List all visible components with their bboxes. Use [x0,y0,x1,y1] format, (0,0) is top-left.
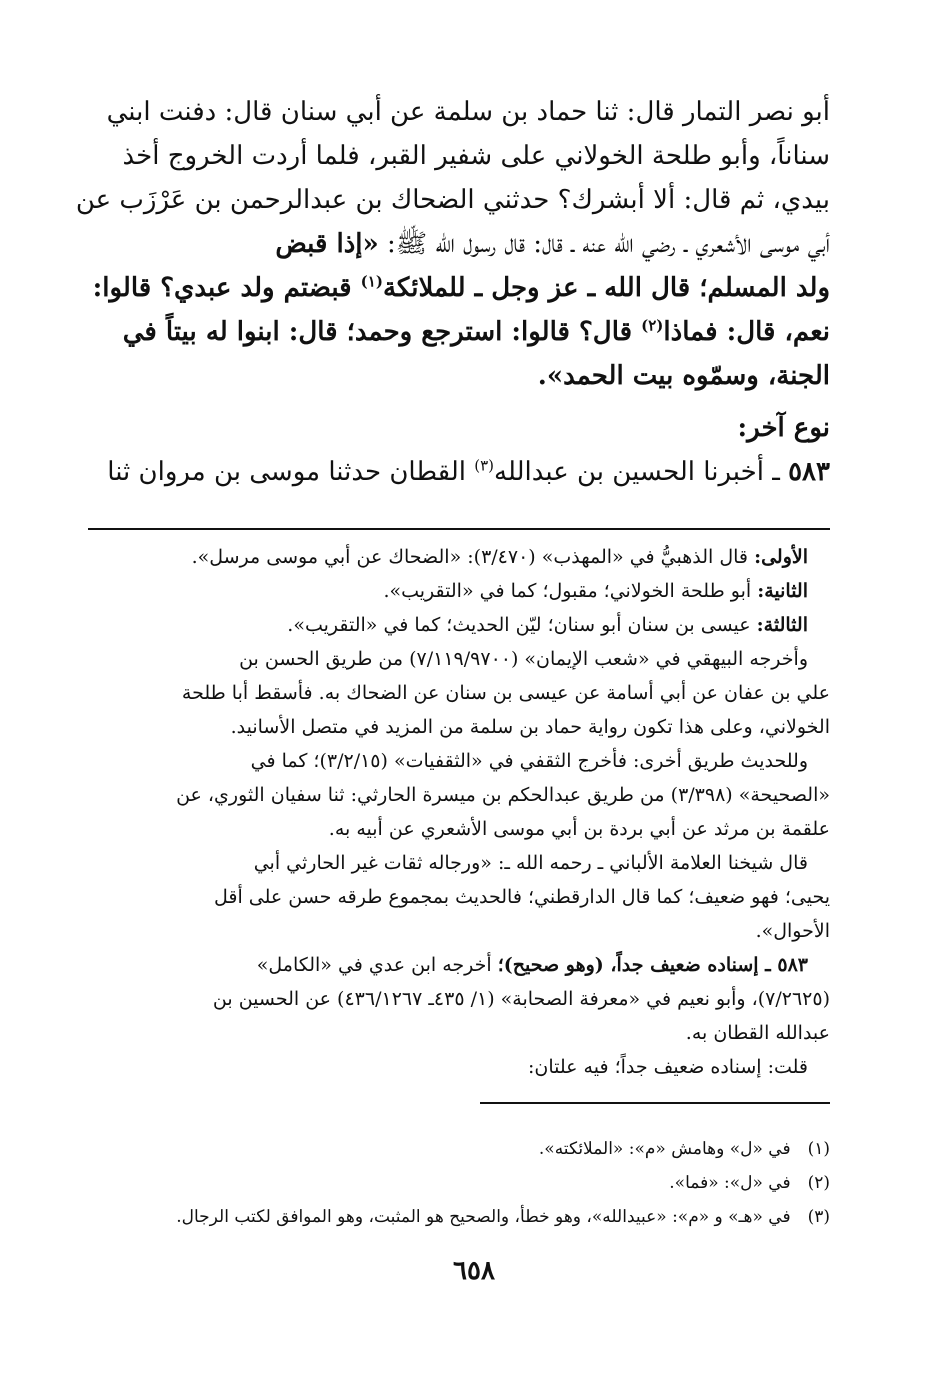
footnote [88,1166,830,1200]
text-line: قال شيخنا العلامة الألباني ـ رحمه الله ـ: «ورجاله ثقات غير الحارثي أبي [253,852,808,874]
note-text: أبو طلحة الخولاني؛ مقبول؛ كما في «التقريب». [383,580,752,602]
note-label: الثانية: [757,580,808,602]
footnote-text: في «ل»: «فما». [669,1173,791,1193]
text-segment: قال؟ قالوا: استرجع وحمد؛ قال: ابنوا له بيتاً في [122,317,633,347]
hadith-583 [88,450,830,494]
hadith-line [88,310,830,354]
grading-label: ٥٨٣ ـ إسناده ضعيف جداً، (وهو صحيح)؛ [497,954,808,976]
note-line [88,574,830,608]
text-line [88,450,830,494]
section-heading: نوع آخر: [737,413,830,443]
text-line: عبدالله القطان به. [685,1022,830,1044]
main-text [75,90,830,494]
notes-divider [88,528,830,530]
note-label: الأولى: [754,546,808,568]
footnote-number: (٣) [807,1207,830,1227]
hadith-number: ٥٨٣ [788,457,830,487]
hadith-line [88,266,830,310]
note-line [88,608,830,642]
text-line: سناناً، وأبو طلحة الخولاني على شفير القبر، فلما أردت الخروج أخذ [122,141,830,171]
footnote-text: في «هـ» و «م»: «عبيدالله»، وهو خطأ، والصحيح هو المثبت، وهو الموافق لكتب الرجال. [176,1207,791,1227]
text-segment: ـ أخبرنا الحسين بن عبدالله [494,457,780,487]
text-line: (٧/٢٦٢٥)، وأبو نعيم في «معرفة الصحابة» (١/ ٤٣٥ـ ٤٣٦/١٢٦٧) عن الحسين بن [212,988,830,1010]
text-segment: ولد المسلم؛ قال الله ـ عز وجل ـ للملائكة [382,273,830,303]
text-segment: أخرجه ابن عدي في «الكامل» [256,954,492,976]
note-text: قال الذهبيُّ في «المهذب» (٣/٤٧٠): «الضحاك عن أبي موسى مرسل». [191,546,749,568]
note-line: قلت: إسناده ضعيف جداً؛ فيه علتان: [527,1056,808,1078]
footnotes [88,1132,830,1234]
text-line: علقمة بن مرثد عن أبي بردة بن أبي موسى الأشعري عن أبيه به. [328,818,830,840]
text-segment: قبضتم ولد عبدي؟ قالوا: [92,273,352,303]
footnote-text: في «ل» وهامش «م»: «الملائكته». [538,1139,791,1159]
hadith-quote-start: «إذا قبض [275,229,379,259]
text-line: وأخرجه البيهقي في «شعب الإيمان» (٧/١١٩/٩٧٠٠) من طريق الحسن بن [239,648,808,670]
footnote-number: (١) [807,1139,830,1159]
page-number: ٦٥٨ [453,1256,495,1286]
note-paragraph [88,642,830,744]
text-line: يحيى؛ فهو ضعيف؛ كما قال الدارقطني؛ فالحديث بمجموع طرقه حسن على أقل [213,886,830,908]
note-paragraph [88,948,830,1050]
text-line: الأحوال». [755,920,830,942]
footnote-marker: (٢) [641,316,664,335]
text-line: أبو نصر التمار قال: ثنا حماد بن سلمة عن أبي سنان قال: دفنت ابني [106,97,830,127]
text-segment: أبي موسى الأشعري ـ رضي الله عنه ـ قال: قال رسول الله ﷺ: [387,229,830,259]
text-line: علي بن عفان عن أبي أسامة عن عيسى بن سنان عن الضحاك به. فأسقط أبا طلحة [181,682,830,704]
footnote-marker: (٣) [474,456,495,475]
text-line [88,222,830,266]
text-line: بيدي، ثم قال: ألا أبشرك؟ حدثني الضحاك بن عبدالرحمن بن عَرْزَب عن [75,185,830,215]
footnote [88,1132,830,1166]
note-paragraph [88,846,830,948]
footnote [88,1200,830,1234]
footnotes-divider [480,1102,830,1104]
text-segment: نعم، قال: فماذا [663,317,830,347]
text-line: «الصحيحة» (٣/٣٩٨) من طريق عبدالحكم بن ميسرة الحارثي: ثنا سفيان الثوري، عن [176,784,830,806]
main-paragraph [75,90,830,398]
footnote-marker: (١) [360,272,383,291]
note-text: عيسى بن سنان أبو سنان؛ ليّن الحديث؛ كما في «التقريب». [287,614,751,636]
text-line: الخولاني، وعلى هذا تكون رواية حماد بن سلمة من المزيد في متصل الأسانيد. [230,716,830,738]
note-label: الثالثة: [756,614,808,636]
text-line [88,948,830,982]
hadith-line: الجنة، وسمّوه بيت الحمد». [537,361,830,391]
note-line [88,540,830,574]
note-paragraph [88,744,830,846]
text-line: وللحديث طريق أخرى: فأخرج الثقفي في «الثقفيات» (٣/٢/١٥)؛ كما في [250,750,808,772]
footnote-number: (٢) [807,1173,830,1193]
commentary [88,540,830,1084]
text-segment: القطان حدثنا موسى بن مروان ثنا [107,457,466,487]
